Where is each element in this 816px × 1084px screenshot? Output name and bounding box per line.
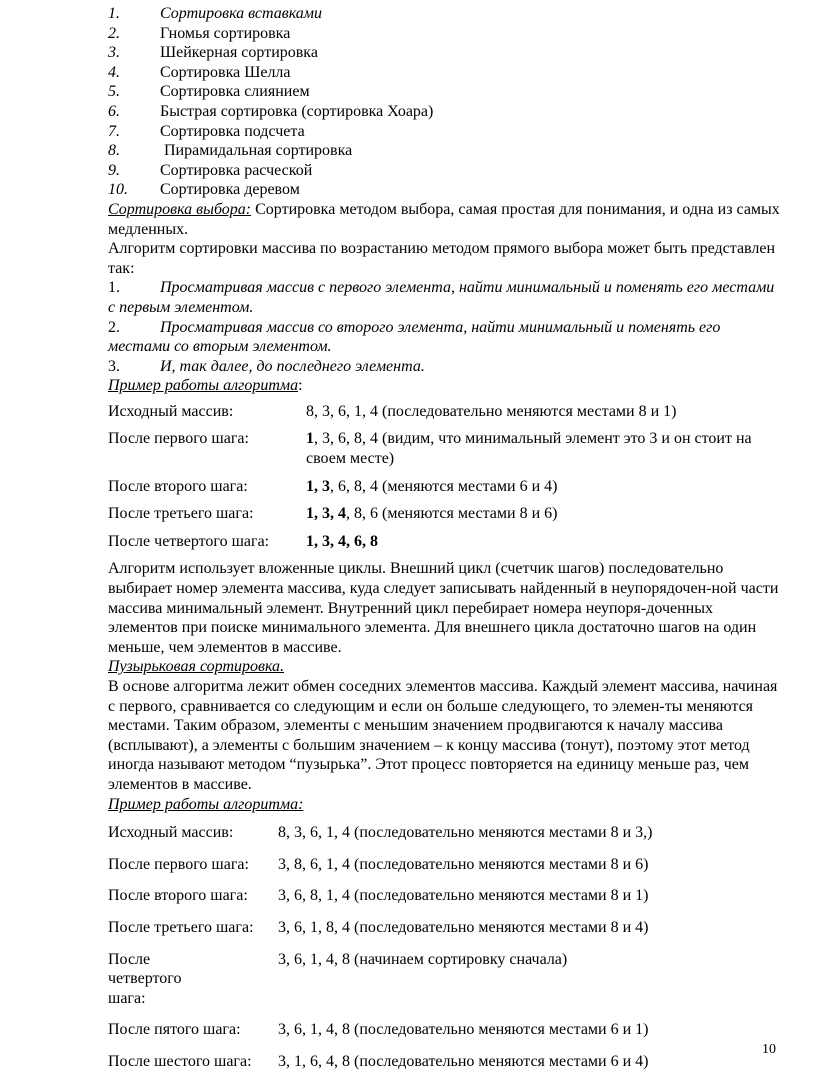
step-label: После четвертого шага:	[108, 950, 182, 1007]
example-row	[108, 886, 784, 906]
list-text: Сортировка деревом	[160, 181, 300, 199]
step-label: Исходный массив:	[108, 402, 234, 420]
sorted-part: 1, 3, 4, 6, 8	[306, 532, 378, 550]
list-item	[108, 141, 784, 161]
section-heading: Сортировка выбора:	[108, 200, 252, 218]
step-value: 3, 8, 6, 1, 4 (последовательно меняются местами 8 и 6)	[278, 855, 649, 873]
sorted-part: 1, 3, 4	[306, 505, 346, 523]
list-text: Шейкерная сортировка	[160, 44, 318, 62]
list-number: 7.	[108, 122, 120, 140]
bubble-text: В основе алгоритма лежит обмен соседних элементов массива. Каждый элемент массива, начиная с первого, сравнивается со следующим и если он больше следующего, то элемен-ты меняются местами. Таким образом, элементы с меньшим значением продвигаются к началу массива (всплывают), а элементы с большим значением – к концу массива (тонут), поэтому этот метод иногда называют методом “пузырька”. Этот процесс повторяется на единицу меньше раз, чем элементов в массиве.	[108, 678, 778, 793]
list-item	[108, 43, 784, 63]
step-value: 3, 6, 1, 4, 8 (начинаем сортировку сначала)	[278, 950, 568, 968]
example-row	[108, 504, 784, 524]
example-row	[108, 477, 784, 497]
example-row	[108, 402, 784, 422]
step-value	[306, 532, 784, 552]
section-heading: Пузырьковая сортировка.	[108, 658, 285, 676]
list-item	[108, 24, 784, 44]
list-text: Сортировка слиянием	[160, 83, 310, 101]
list-number: 3.	[108, 44, 120, 62]
sorted-part: 1, 3	[306, 477, 330, 495]
example-row	[108, 855, 784, 875]
step-value: 3, 6, 8, 1, 4 (последовательно меняются местами 8 и 1)	[278, 887, 649, 905]
list-text: Сортировка подсчета	[160, 122, 305, 140]
step-label: После шестого шага:	[108, 1052, 252, 1070]
step-number: 3.	[108, 357, 120, 375]
unsorted-part: , 6, 8, 4 (меняются местами 6 и 4)	[330, 477, 558, 495]
step-label: После пятого шага:	[108, 1021, 241, 1039]
step-value	[306, 477, 784, 497]
page-number: 10	[762, 1042, 776, 1057]
step-value	[306, 402, 784, 422]
example-heading-text: Пример работы алгоритма:	[108, 795, 304, 813]
step-value: 3, 6, 1, 8, 4 (последовательно меняются местами 8 и 4)	[278, 918, 649, 936]
list-item	[108, 122, 784, 142]
step-label: После первого шага:	[108, 855, 249, 873]
step-text: Просматривая массив с первого элемента, найти минимальный и поменять его местами с первым элементом.	[108, 279, 775, 316]
list-number: 9.	[108, 161, 120, 179]
example-row	[108, 1020, 784, 1040]
step-value	[306, 429, 784, 468]
example-heading-text: Пример работы алгоритма	[108, 377, 299, 395]
unsorted-part: 8, 3, 6, 1, 4 (последовательно меняются местами 8 и 1)	[306, 402, 677, 420]
list-item	[108, 102, 784, 122]
list-item	[108, 180, 784, 200]
step-number: 2.	[108, 318, 120, 336]
step-label: Исходный массив:	[108, 824, 234, 842]
bubble-example-table	[108, 823, 784, 1071]
step-number: 1.	[108, 279, 120, 297]
selection-intro-text: Сортировка методом выбора, самая простая для понимания, и одна из самых медленных.	[108, 200, 780, 238]
example-row	[108, 950, 784, 1009]
list-text: Гномья сортировка	[160, 24, 291, 42]
step-label: После второго шага:	[108, 477, 248, 495]
example-row	[108, 429, 784, 468]
sort-list	[108, 4, 784, 200]
document-page	[108, 4, 784, 1084]
algorithm-step	[108, 278, 784, 317]
sorted-part: 1	[306, 430, 314, 448]
list-item	[108, 82, 784, 102]
step-text: И, так далее, до последнего элемента.	[160, 357, 425, 375]
selection-intro	[108, 200, 784, 239]
selection-example-table	[108, 402, 784, 552]
list-item	[108, 4, 784, 24]
step-label: После четвертого шага:	[108, 532, 270, 550]
list-text: Пирамидальная сортировка	[160, 142, 353, 160]
selection-algo-intro: Алгоритм сортировки массива по возрастанию методом прямого выбора может быть представлен так:	[108, 240, 776, 277]
example-heading-colon: :	[298, 377, 303, 395]
example-row	[108, 823, 784, 843]
list-number: 1.	[108, 5, 120, 22]
list-number: 10.	[108, 181, 128, 199]
unsorted-part: , 8, 6 (меняются местами 8 и 6)	[346, 505, 558, 523]
list-text: Сортировка Шелла	[160, 63, 291, 81]
example-row	[108, 918, 784, 938]
step-label: После третьего шага:	[108, 505, 254, 523]
unsorted-part: , 3, 6, 8, 4 (видим, что минимальный элемент это 3 и он стоит на своем месте)	[306, 430, 752, 468]
list-number: 6.	[108, 102, 120, 120]
list-number: 5.	[108, 83, 120, 101]
example-heading	[108, 795, 784, 815]
list-number: 8.	[108, 142, 120, 160]
list-number: 4.	[108, 63, 120, 81]
step-value: 8, 3, 6, 1, 4 (последовательно меняются местами 8 и 3,)	[278, 824, 653, 842]
step-value: 3, 1, 6, 4, 8 (последовательно меняются местами 6 и 4)	[278, 1052, 649, 1070]
step-label: После первого шага:	[108, 430, 249, 448]
example-row	[108, 1052, 784, 1072]
list-text: Сортировка расческой	[160, 161, 313, 179]
example-row	[108, 532, 784, 552]
bubble-heading	[108, 657, 784, 677]
algorithm-step	[108, 357, 784, 377]
selection-explanation: Алгоритм использует вложенные циклы. Внешний цикл (счетчик шагов) последовательно выбирает номер элемента массива, куда следует записывать найденный в неупорядочен-ной части массива минимальный элемент. Внутренний цикл перебирает номера неупоря-доченных элементов при поиске минимального элемента. Для внешнего цикла достаточно шагов на один меньше, чем элементов в массиве.	[108, 560, 779, 656]
step-text: Просматривая массив со второго элемента, найти минимальный и поменять его местами со вторым элементом.	[108, 318, 721, 356]
step-label: После третьего шага:	[108, 918, 254, 936]
algorithm-step	[108, 318, 784, 357]
step-label: После второго шага:	[108, 887, 248, 905]
list-item	[108, 161, 784, 181]
step-value: 3, 6, 1, 4, 8 (последовательно меняются местами 6 и 1)	[278, 1021, 649, 1039]
list-number: 2.	[108, 24, 120, 42]
list-text: Сортировка вставками	[160, 5, 322, 22]
list-item	[108, 63, 784, 83]
step-value	[306, 504, 784, 524]
list-text: Быстрая сортировка (сортировка Хоара)	[160, 102, 434, 120]
example-heading	[108, 376, 784, 396]
